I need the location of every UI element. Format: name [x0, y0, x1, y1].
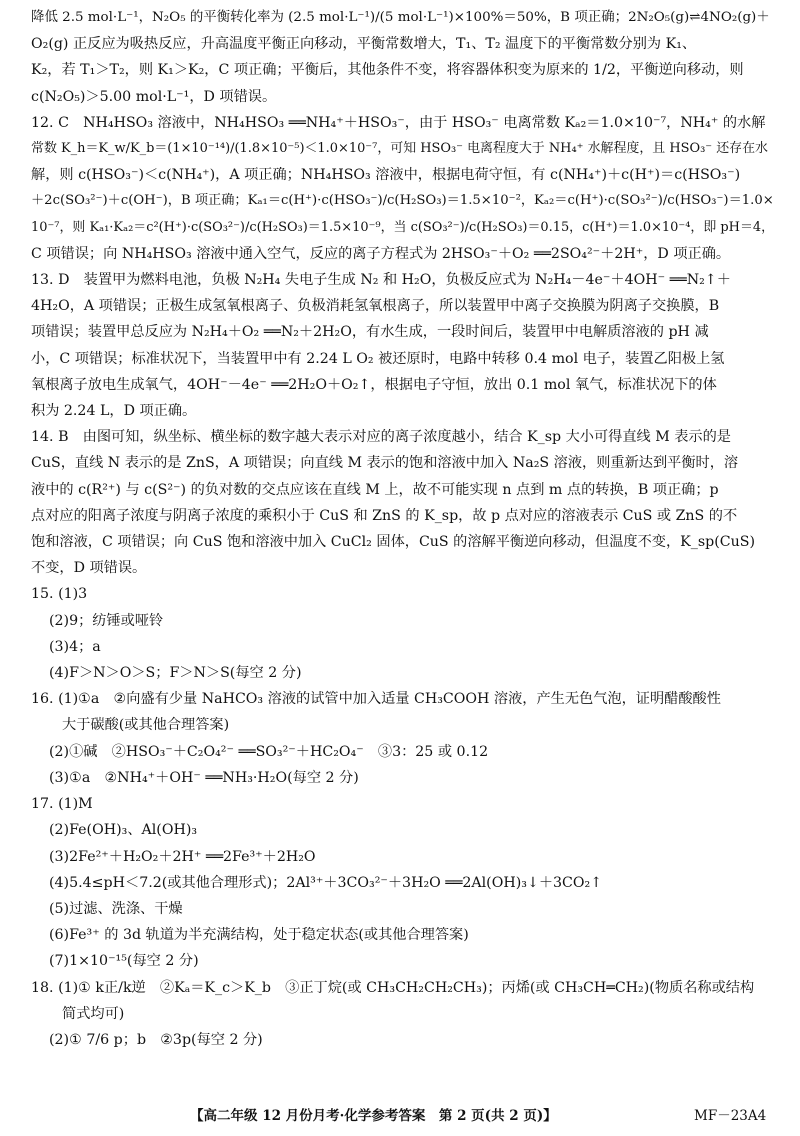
text-line: 13. D 装置甲为燃料电池，负极 N₂H₄ 失电子生成 N₂ 和 H₂O，负极反应式为 N₂H₄－4e⁻＋4OH⁻ ══N₂↑＋: [31, 272, 731, 289]
text-line: 点对应的阳离子浓度与阴离子浓度的乘积小于 CuS 和 ZnS 的 K_sp，故 p 点对应的溶液表示 CuS 或 ZnS 的不: [31, 507, 738, 524]
text-line: 12. C NH₄HSO₃ 溶液中，NH₄HSO₃ ══NH₄⁺＋HSO₃⁻，由于 HSO₃⁻ 电离常数 Kₐ₂＝1.0×10⁻⁷，NH₄⁺ 的水解: [31, 114, 766, 131]
q16-answer: [31, 686, 779, 791]
answer-item: (3)①a ②NH₄⁺＋OH⁻ ══NH₃·H₂O(每空 2 分): [49, 769, 359, 786]
text-line: K₂，若 T₁＞T₂，则 K₁＞K₂，C 项正确；平衡后，其他条件不变，将容器体积变为原来的 1/2，平衡逆向移动，则: [31, 62, 744, 79]
question-head: 17. (1)M: [31, 796, 93, 813]
q14-answer: [31, 424, 779, 581]
question-head-continued: 大于碳酸(或其他合理答案): [62, 717, 230, 734]
text-line: 常数 K_h＝K_w/K_b＝(1×10⁻¹⁴)/(1.8×10⁻⁵)＜1.0×10⁻⁷，可知 HSO₃⁻ 电离程度大于 NH₄⁺ 水解程度，且 HSO₃⁻ 还存在水: [31, 141, 768, 157]
question-head: 18. (1)① k正/k逆 ②Kₐ＝K_c＞K_b ③正丁烷(或 CH₃CH₂CH₂CH₃)；丙烯(或 CH₃CH═CH₂)(物质名称或结构: [31, 979, 755, 996]
text-line: c(N₂O₅)＞5.00 mol·L⁻¹，D 项错误。: [31, 88, 277, 105]
answer-item: (4)F＞N＞O＞S；F＞N＞S(每空 2 分): [49, 665, 302, 682]
text-line: 4H₂O，A 项错误；正极生成氢氧根离子、负极消耗氢氧根离子，所以装置甲中离子交换膜为阴离子交换膜，B: [31, 298, 720, 315]
q11-tail: [31, 5, 779, 110]
question-head: 15. (1)3: [31, 586, 88, 603]
q18-answer: [31, 975, 779, 1054]
text-line: 10⁻⁷，则 Kₐ₁·Kₐ₂＝c²(H⁺)·c(SO₃²⁻)/c(H₂SO₃)＝1.5×10⁻⁹，当 c(SO₃²⁻)/c(H₂SO₃)＝0.15，c(H⁺)＝1.0×10⁻⁴，即 pH＝4，: [31, 219, 775, 235]
q15-answer: [31, 581, 779, 686]
answer-item: (7)1×10⁻¹⁵(每空 2 分): [49, 953, 199, 970]
text-line: 项错误；装置甲总反应为 N₂H₄＋O₂ ══N₂＋2H₂O，有水生成，一段时间后，装置甲中电解质溶液的 pH 减: [31, 324, 709, 341]
text-line: 14. B 由图可知，纵坐标、横坐标的数字越大表示对应的离子浓度越小，结合 K_sp 大小可得直线 M 表示的是: [31, 429, 731, 446]
answer-item: (5)过滤、洗涤、干燥: [49, 900, 183, 917]
question-head-continued: 简式均可): [62, 1005, 125, 1022]
answer-item: (2)Fe(OH)₃、Al(OH)₃: [49, 822, 198, 839]
answer-item: (2)①碱 ②HSO₃⁻＋C₂O₄²⁻ ══SO₃²⁻＋HC₂O₄⁻ ③3：25 或 0.12: [49, 743, 489, 760]
q17-answer: [31, 791, 779, 974]
text-line: CuS，直线 N 表示的是 ZnS，A 项错误；向直线 M 表示的饱和溶液中加入 Na₂S 溶液，则重新达到平衡时，溶: [31, 455, 739, 472]
text-line: O₂(g) 正反应为吸热反应，升高温度平衡正向移动，平衡常数增大，T₁、T₂ 温度下的平衡常数分别为 K₁、: [31, 36, 697, 53]
text-line: 氧根离子放电生成氧气，4OH⁻－4e⁻ ══2H₂O＋O₂↑，根据电子守恒，放出 0.1 mol 氧气，标准状况下的体: [31, 376, 717, 393]
text-line: 积为 2.24 L，D 项正确。: [31, 403, 197, 420]
page-footer: [0, 1104, 800, 1128]
q13-answer: [31, 267, 779, 424]
answer-item: (2)9；纺锤或哑铃: [49, 612, 164, 629]
text-line: C 项错误；向 NH₄HSO₃ 溶液中通入空气，反应的离子方程式为 2HSO₃⁻＋O₂ ══2SO₄²⁻＋2H⁺，D 项正确。: [31, 245, 731, 262]
footer-code: MF－23A4: [694, 1108, 767, 1124]
text-line: 解，则 c(HSO₃⁻)＜c(NH₄⁺)，A 项正确；NH₄HSO₃ 溶液中，根据电荷守恒，有 c(NH₄⁺)＋c(H⁺)＝c(HSO₃⁻): [31, 167, 741, 184]
answer-item: (6)Fe³⁺ 的 3d 轨道为半充满结构，处于稳定状态(或其他合理答案): [49, 927, 469, 944]
answer-content: [31, 5, 779, 1053]
footer-title: 【高二年级 12 月份月考·化学参考答案 第 2 页(共 2 页)】: [190, 1108, 557, 1124]
q12-answer: [31, 110, 779, 267]
text-line: 不变，D 项错误。: [31, 560, 147, 577]
answer-item: (4)5.4≤pH＜7.2(或其他合理形式)；2Al³⁺＋3CO₃²⁻＋3H₂O ══2Al(OH)₃↓＋3CO₂↑: [49, 874, 603, 891]
text-line: 液中的 c(R²⁺) 与 c(S²⁻) 的负对数的交点应该在直线 M 上，故不可能实现 n 点到 m 点的转换，B 项正确；p: [31, 481, 719, 498]
text-line: 饱和溶液，C 项错误；向 CuS 饱和溶液中加入 CuCl₂ 固体，CuS 的溶解平衡逆向移动，但温度不变，K_sp(CuS): [31, 534, 756, 551]
question-head: 16. (1)①a ②向盛有少量 NaHCO₃ 溶液的试管中加入适量 CH₃COOH 溶液，产生无色气泡，证明醋酸酸性: [31, 691, 721, 708]
text-line: 降低 2.5 mol·L⁻¹，N₂O₅ 的平衡转化率为 (2.5 mol·L⁻¹)/(5 mol·L⁻¹)×100%＝50%，B 项正确；2N₂O₅(g)⇌4NO₂(g)＋: [31, 10, 770, 25]
text-line: ＋2c(SO₃²⁻)＋c(OH⁻)，B 项正确；Kₐ₁＝c(H⁺)·c(HSO₃⁻)/c(H₂SO₃)＝1.5×10⁻²，Kₐ₂＝c(H⁺)·c(SO₃²⁻)/c(HSO₃⁻)＝1.0×: [31, 193, 774, 209]
answer-item: (3)4；a: [49, 638, 101, 655]
answer-item: (3)2Fe²⁺＋H₂O₂＋2H⁺ ══2Fe³⁺＋2H₂O: [49, 848, 316, 865]
answer-item: (2)① 7/6 p；b ②3p(每空 2 分): [49, 1031, 263, 1048]
text-line: 小，C 项错误；标准状况下，当装置甲中有 2.24 L O₂ 被还原时，电路中转移 0.4 mol 电子，装置乙阳极上氢: [31, 350, 725, 367]
